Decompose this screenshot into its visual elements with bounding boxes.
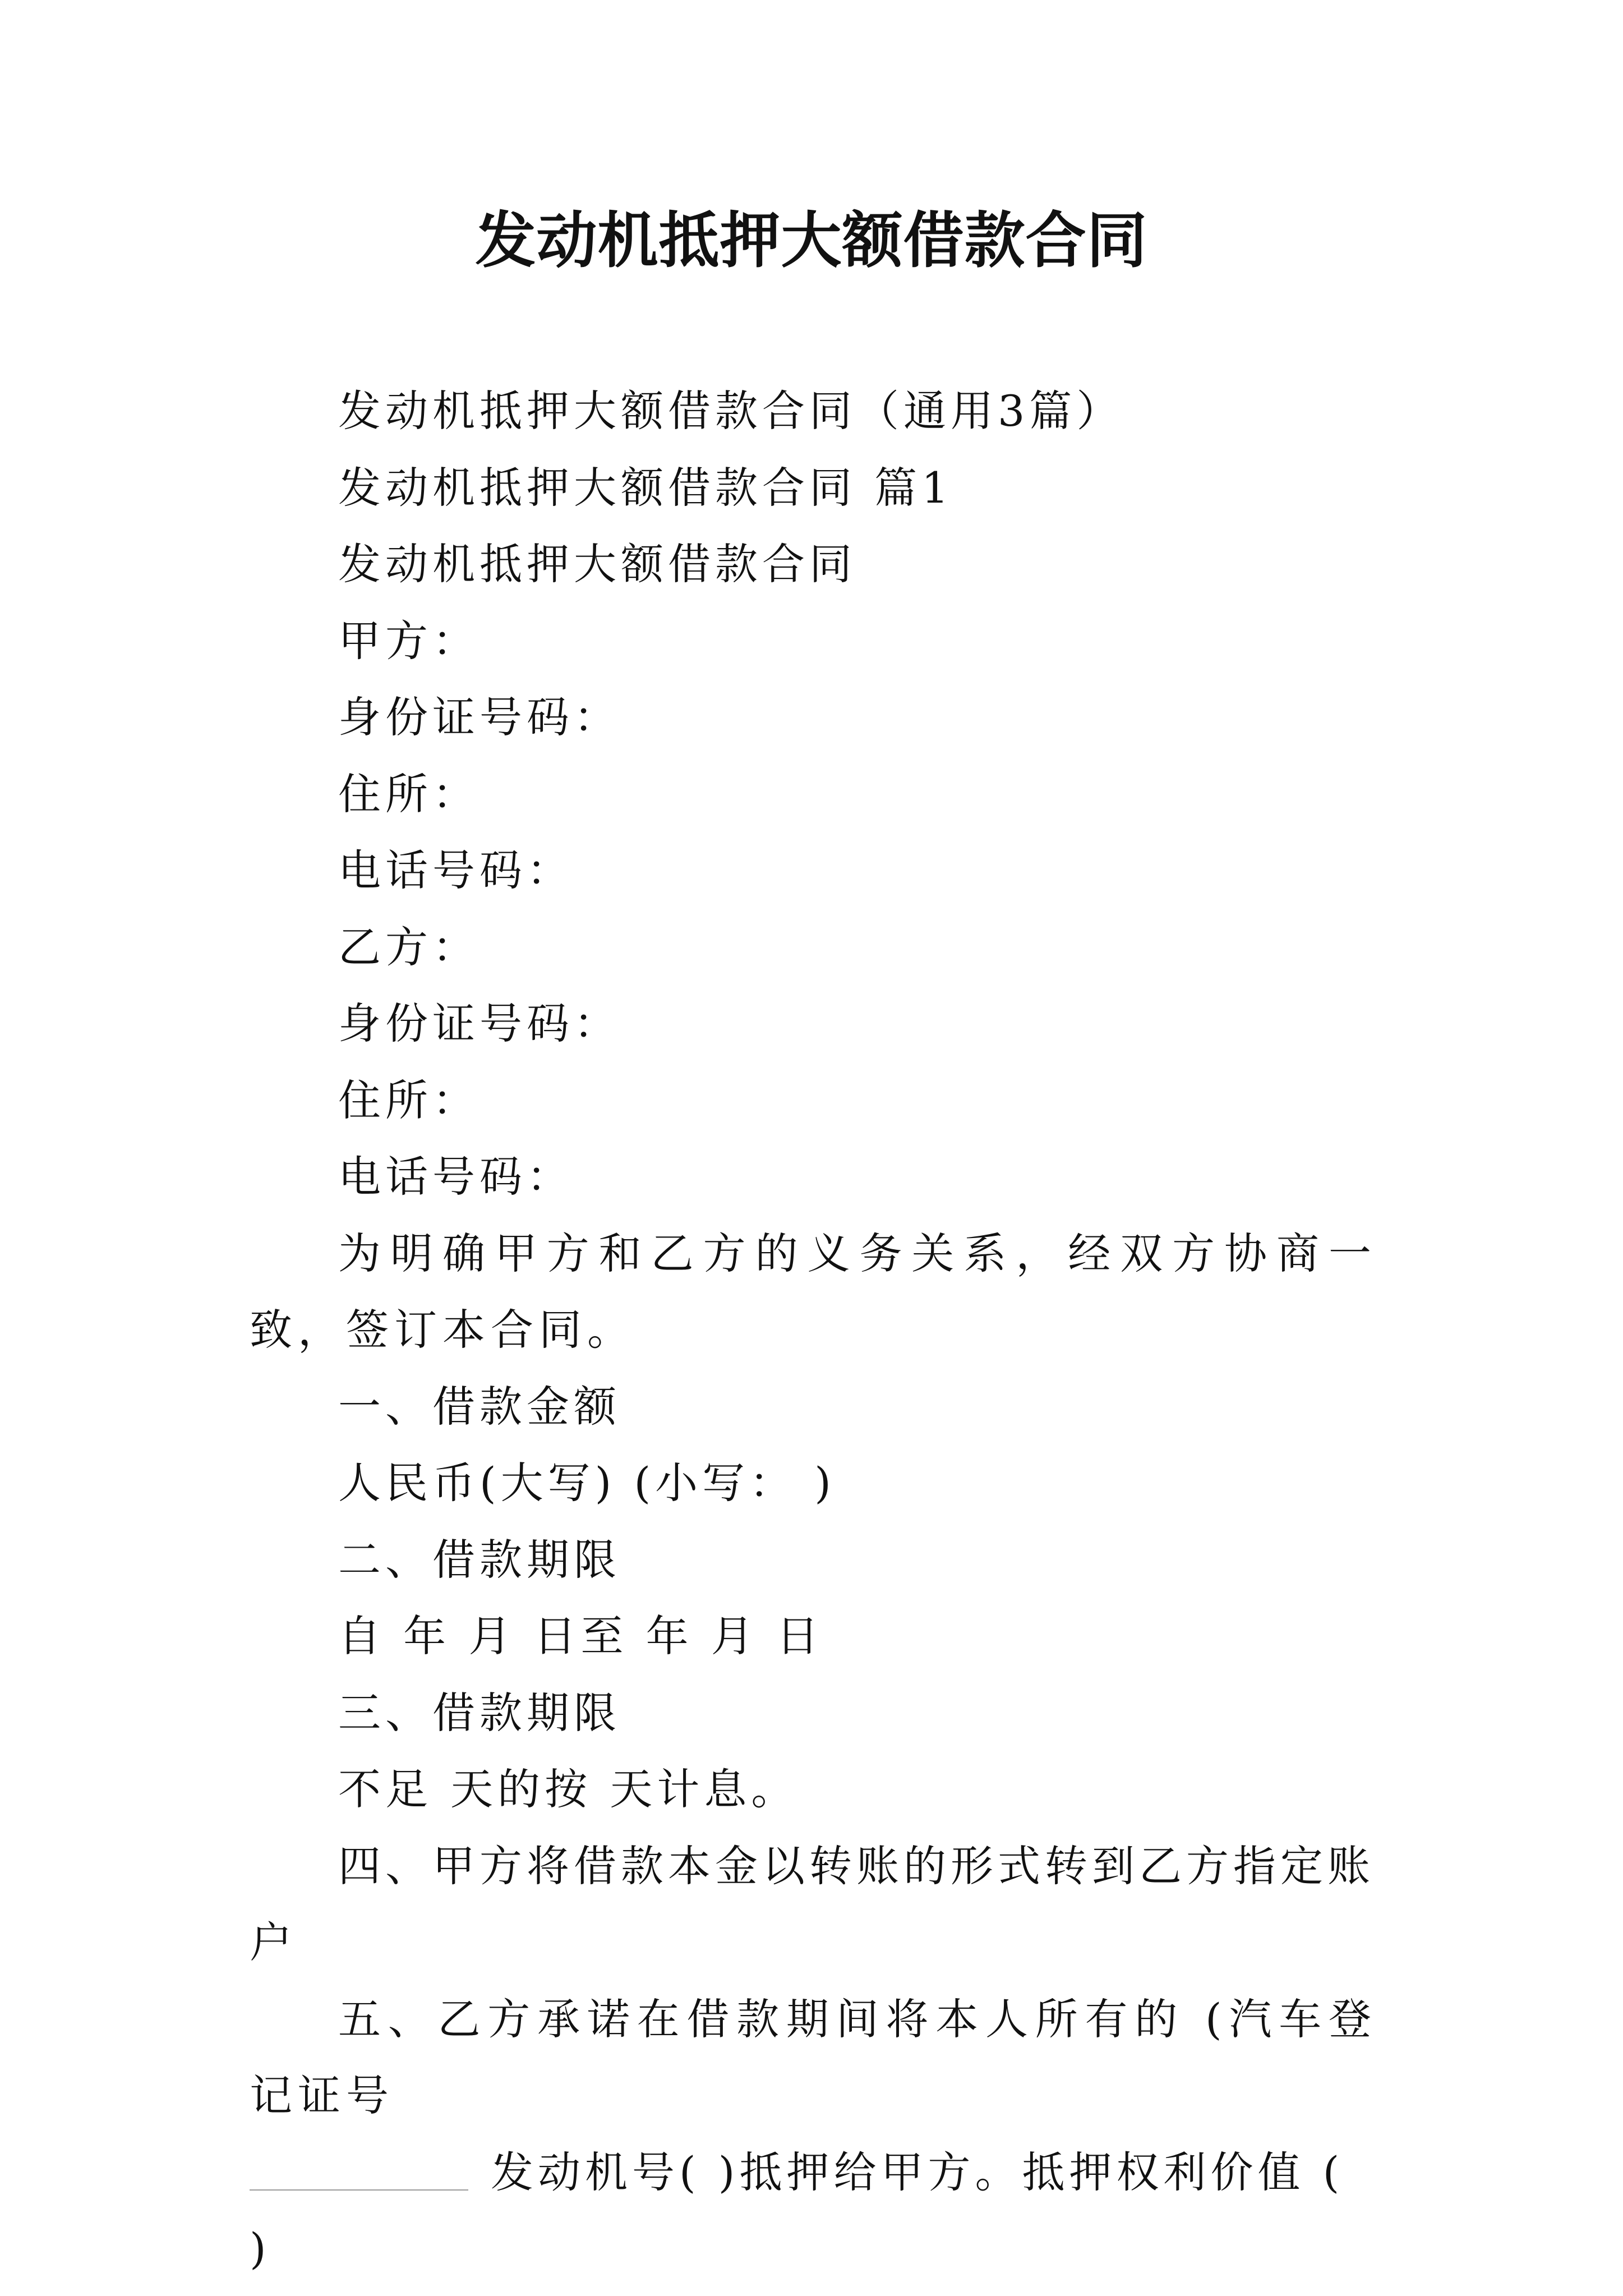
- section-2-period: 自 年 月 日至 年 月 日: [338, 1611, 823, 1661]
- section-5-continued-text: 发动机号( )抵押给甲方。抵押权利价值 ( ): [250, 2147, 1362, 2274]
- fill-in-blank: [250, 2150, 468, 2191]
- party-b-phone-label: 电话号码：: [338, 1152, 574, 1202]
- section-4-text: 四、甲方将借款本金以转账的形式转到乙方指定账户: [250, 1841, 1375, 1967]
- paragraph-preamble: 为明确甲方和乙方的义务关系，经双方协商一致，签订本合同。: [250, 1228, 1377, 1355]
- party-a-address-label: 住所：: [338, 769, 479, 819]
- document-body: [250, 373, 1377, 2288]
- party-a-id-label: 身份证号码：: [338, 692, 621, 742]
- section-3-heading: 三、借款期限: [338, 1687, 621, 1738]
- paragraph-part-heading: 发动机抵押大额借款合同 篇1: [338, 462, 953, 513]
- document-title: 发动机抵押大额借款合同: [475, 206, 1148, 276]
- party-b-address-label: 住所：: [338, 1075, 479, 1125]
- party-b-id-label: 身份证号码：: [338, 999, 621, 1048]
- section-5-text: 五、乙方承诺在借款期间将本人所有的 (汽车登记证号: [250, 1994, 1377, 2120]
- party-a-label: 甲方：: [338, 615, 479, 666]
- party-a-phone-label: 电话号码：: [338, 845, 574, 895]
- paragraph-subtitle: 发动机抵押大额借款合同（通用3篇）: [338, 386, 1124, 436]
- section-1-heading: 一、借款金额: [338, 1381, 621, 1432]
- paragraph-contract-name: 发动机抵押大额借款合同: [338, 539, 856, 589]
- section-3-interest: 不足 天的按 天计息。: [338, 1764, 799, 1814]
- section-1-amount: 人民币(大写) (小写： ): [338, 1458, 836, 1508]
- section-2-heading: 二、借款期限: [338, 1534, 621, 1585]
- section-5-continued: [250, 2134, 1377, 2288]
- party-b-label: 乙方：: [338, 922, 479, 972]
